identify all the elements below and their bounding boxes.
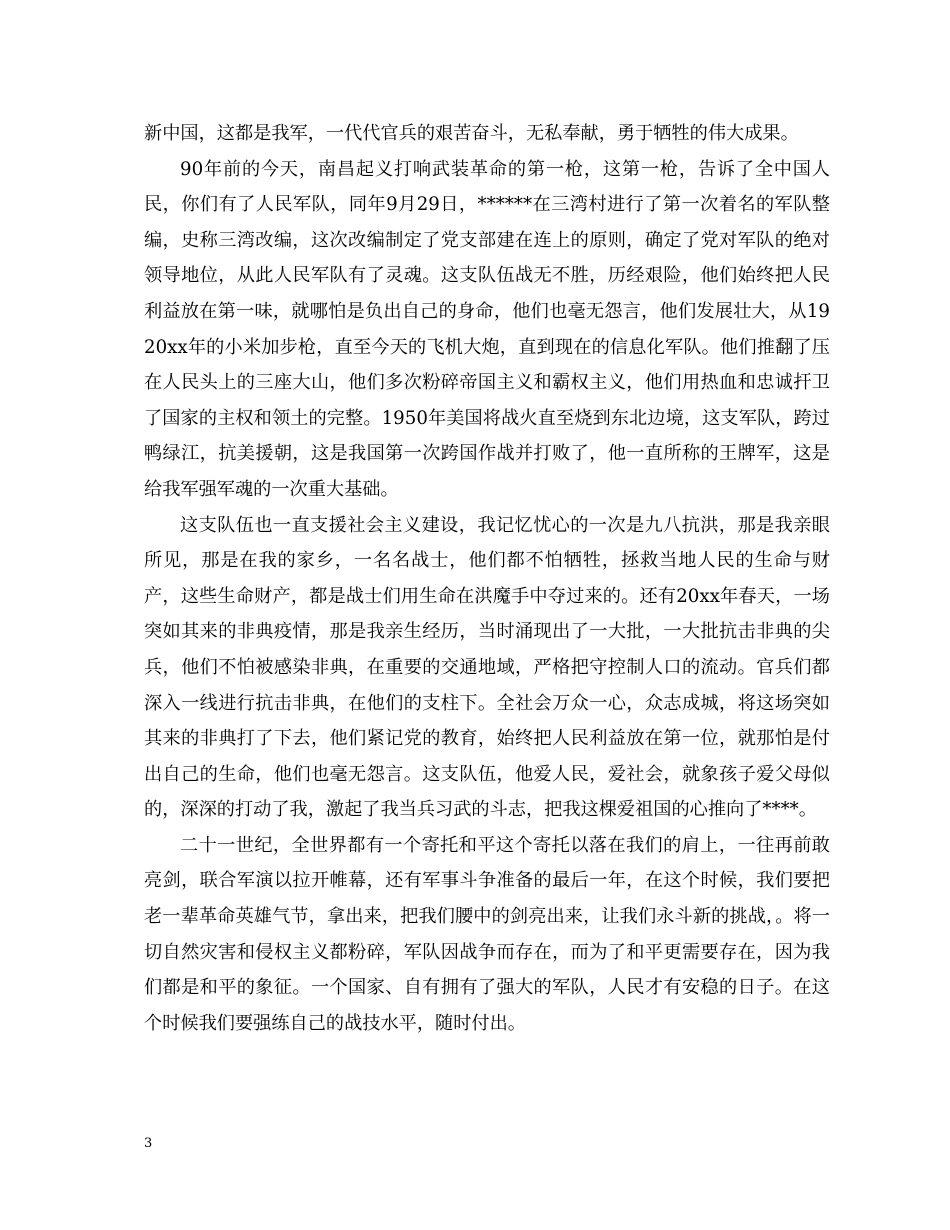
body-text <box>144 116 830 1041</box>
page-number: 3 <box>144 1136 153 1151</box>
paragraph-continuation: 新中国，这都是我军，一代代官兵的艰苦奋斗，无私奉献，勇于牺牲的伟大成果。 <box>144 123 799 144</box>
paragraph-twenty-first-century: 二十一世纪，全世界都有一个寄托和平这个寄托以落在我们的肩上，一往再前敢亮剑，联合军演以拉开帷幕，还有军事斗争准备的最后一年，在这个时候，我们要把老一辈革命英雄气节，拿出来，把我们腰中的剑亮出来，让我们永斗新的挑战，。将一切自然灾害和侵权主义都粉碎，军队因战争而存在，而为了和平更需要存在，因为我们都是和平的象征。一个国家、自有拥有了强大的军队，人民才有安稳的日子。在这个时候我们要强练自己的战技水平，随时付出。 <box>144 834 830 1034</box>
paragraph-nanchang-uprising: 90年前的今天，南昌起义打响武装革命的第一枪，这第一枪，告诉了全中国人民，你们有了人民军队，同年9月29日，******在三湾村进行了第一次着名的军队整编，史称三湾改编，这次改编制定了党支部建在连上的原则，确定了党对军队的绝对领导地位，从此人民军队有了灵魂。这支队伍战无不胜，历经艰险，他们始终把人民利益放在第一味，就哪怕是负出自己的身命，他们也毫无怨言，他们发展壮大，从1920xx年的小米加步枪，直至今天的飞机大炮，直到现在的信息化军队。他们推翻了压在人民头上的三座大山，他们多次粉碎帝国主义和霸权主义，他们用热血和忠诚扞卫了国家的主权和领土的完整。1950年美国将战火直至烧到东北边境，这支军队，跨过鸭绿江，抗美援朝，这是我国第一次跨国作战并打败了，他一直所称的王牌军，这是给我军强军魂的一次重大基础。 <box>144 158 830 500</box>
paragraph-socialist-construction: 这支队伍也一直支援社会主义建设，我记忆忧心的一次是九八抗洪，那是我亲眼所见，那是在我的家乡，一名名战士，他们都不怕牺牲，拯救当地人民的生命与财产，这些生命财产，都是战士们用生命在洪魔手中夺过来的。还有20xx年春天，一场突如其来的非典疫情，那是我亲生经历，当时涌现出了一大批，一大批抗击非典的尖兵，他们不怕被感染非典，在重要的交通地域，严格把守控制人口的流动。官兵们都深入一线进行抗击非典，在他们的支柱下。全社会万众一心，众志成城，将这场突如其来的非典打了下去，他们紧记党的教育，始终把人民利益放在第一位，就那怕是付出自己的生命，他们也毫无怨言。这支队伍，他爱人民，爱社会，就象孩子爱父母似的，深深的打动了我，激起了我当兵习武的斗志，把我这棵爱祖国的心推向了****。 <box>144 514 830 821</box>
